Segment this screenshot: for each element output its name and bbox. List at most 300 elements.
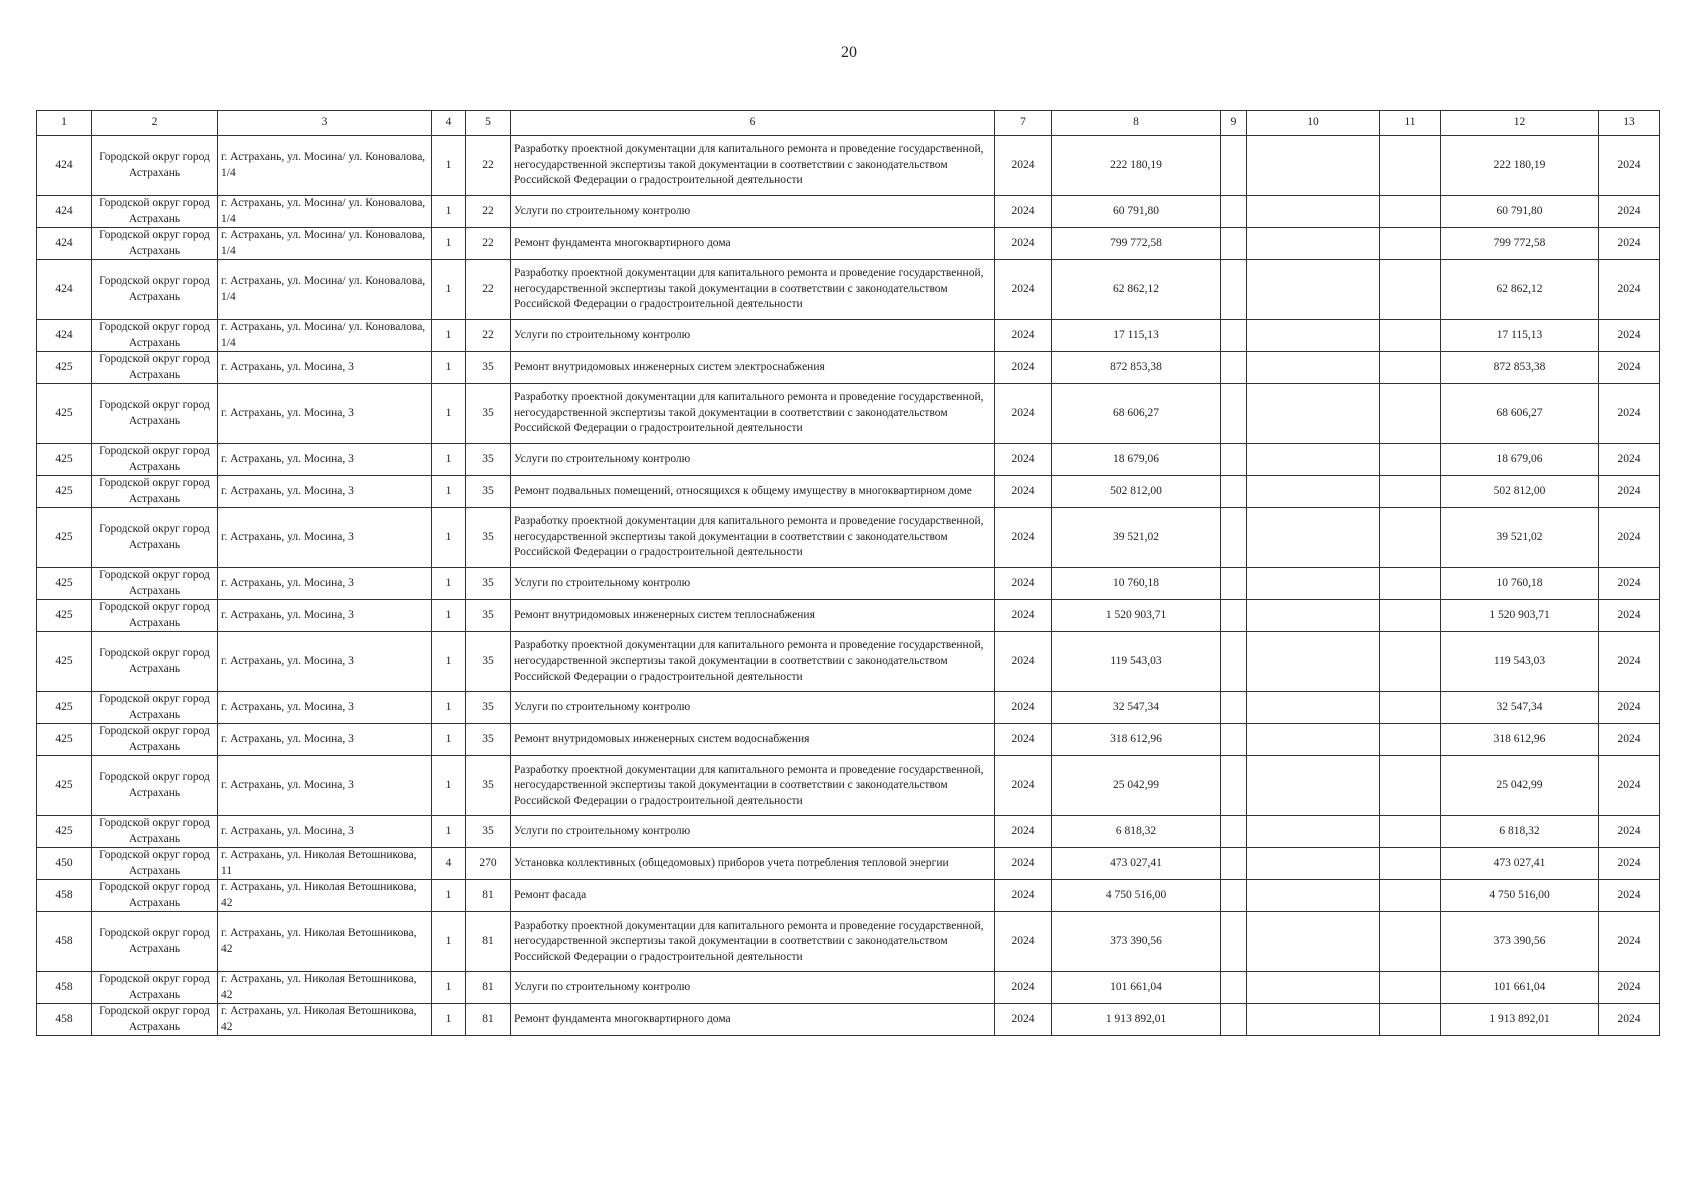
col-10-value xyxy=(1247,848,1380,880)
col-10-value xyxy=(1247,972,1380,1004)
col-8-amount: 119 543,03 xyxy=(1052,632,1221,692)
col-4-value: 1 xyxy=(432,568,466,600)
col-8-amount: 25 042,99 xyxy=(1052,756,1221,816)
col-12-amount: 119 543,03 xyxy=(1441,632,1599,692)
col-8-amount: 18 679,06 xyxy=(1052,444,1221,476)
col-5-value: 22 xyxy=(466,320,511,352)
col-13-year: 2024 xyxy=(1599,972,1660,1004)
table-row xyxy=(37,508,1660,568)
col-10-value xyxy=(1247,444,1380,476)
col-9-value xyxy=(1221,136,1247,196)
municipality: Городской округ город Астрахань xyxy=(92,816,218,848)
col-8-amount: 32 547,34 xyxy=(1052,692,1221,724)
col-5-value: 35 xyxy=(466,632,511,692)
work-type: Разработку проектной документации для капитального ремонта и проведение государственной, негосударственной экспертизы такой документации в соответствии с законодательством Российской Федерации о градостроительной деятельности xyxy=(511,508,995,568)
col-11-value xyxy=(1380,756,1441,816)
work-type: Услуги по строительному контролю xyxy=(511,320,995,352)
col-5-value: 35 xyxy=(466,352,511,384)
municipality: Городской округ город Астрахань xyxy=(92,568,218,600)
col-7-year: 2024 xyxy=(995,972,1052,1004)
col-9-value xyxy=(1221,568,1247,600)
column-header-7: 7 xyxy=(995,111,1052,136)
col-10-value xyxy=(1247,880,1380,912)
table-row xyxy=(37,1004,1660,1036)
col-12-amount: 799 772,58 xyxy=(1441,228,1599,260)
col-12-amount: 17 115,13 xyxy=(1441,320,1599,352)
row-number: 424 xyxy=(37,196,92,228)
table-row xyxy=(37,724,1660,756)
col-10-value xyxy=(1247,816,1380,848)
col-9-value xyxy=(1221,384,1247,444)
address: г. Астрахань, ул. Мосина, 3 xyxy=(218,692,432,724)
col-12-amount: 318 612,96 xyxy=(1441,724,1599,756)
col-7-year: 2024 xyxy=(995,196,1052,228)
col-10-value xyxy=(1247,228,1380,260)
col-7-year: 2024 xyxy=(995,880,1052,912)
work-type: Ремонт фундамента многоквартирного дома xyxy=(511,228,995,260)
col-12-amount: 60 791,80 xyxy=(1441,196,1599,228)
col-5-value: 22 xyxy=(466,260,511,320)
col-11-value xyxy=(1380,1004,1441,1036)
col-8-amount: 4 750 516,00 xyxy=(1052,880,1221,912)
col-12-amount: 222 180,19 xyxy=(1441,136,1599,196)
column-header-1: 1 xyxy=(37,111,92,136)
col-13-year: 2024 xyxy=(1599,384,1660,444)
row-number: 458 xyxy=(37,880,92,912)
address: г. Астрахань, ул. Николая Ветошникова, 42 xyxy=(218,1004,432,1036)
col-11-value xyxy=(1380,816,1441,848)
address: г. Астрахань, ул. Мосина, 3 xyxy=(218,352,432,384)
col-11-value xyxy=(1380,444,1441,476)
col-11-value xyxy=(1380,972,1441,1004)
col-4-value: 1 xyxy=(432,756,466,816)
col-10-value xyxy=(1247,912,1380,972)
column-header-3: 3 xyxy=(218,111,432,136)
col-8-amount: 101 661,04 xyxy=(1052,972,1221,1004)
col-11-value xyxy=(1380,912,1441,972)
col-11-value xyxy=(1380,600,1441,632)
municipality: Городской округ город Астрахань xyxy=(92,756,218,816)
col-12-amount: 25 042,99 xyxy=(1441,756,1599,816)
col-7-year: 2024 xyxy=(995,632,1052,692)
col-11-value xyxy=(1380,632,1441,692)
col-9-value xyxy=(1221,692,1247,724)
col-8-amount: 373 390,56 xyxy=(1052,912,1221,972)
municipality: Городской округ город Астрахань xyxy=(92,972,218,1004)
col-8-amount: 872 853,38 xyxy=(1052,352,1221,384)
municipality: Городской округ город Астрахань xyxy=(92,320,218,352)
col-8-amount: 222 180,19 xyxy=(1052,136,1221,196)
table-row xyxy=(37,848,1660,880)
col-9-value xyxy=(1221,756,1247,816)
municipality: Городской округ город Астрахань xyxy=(92,228,218,260)
address: г. Астрахань, ул. Николая Ветошникова, 11 xyxy=(218,848,432,880)
column-header-10: 10 xyxy=(1247,111,1380,136)
municipality: Городской округ город Астрахань xyxy=(92,196,218,228)
col-13-year: 2024 xyxy=(1599,508,1660,568)
col-13-year: 2024 xyxy=(1599,476,1660,508)
col-11-value xyxy=(1380,880,1441,912)
municipality: Городской округ город Астрахань xyxy=(92,632,218,692)
row-number: 458 xyxy=(37,912,92,972)
address: г. Астрахань, ул. Николая Ветошникова, 42 xyxy=(218,912,432,972)
col-11-value xyxy=(1380,848,1441,880)
col-10-value xyxy=(1247,352,1380,384)
col-5-value: 35 xyxy=(466,600,511,632)
table-row xyxy=(37,756,1660,816)
col-11-value xyxy=(1380,320,1441,352)
col-8-amount: 62 862,12 xyxy=(1052,260,1221,320)
work-type: Услуги по строительному контролю xyxy=(511,568,995,600)
address: г. Астрахань, ул. Мосина, 3 xyxy=(218,568,432,600)
work-type: Ремонт подвальных помещений, относящихся к общему имуществу в многоквартирном доме xyxy=(511,476,995,508)
col-12-amount: 32 547,34 xyxy=(1441,692,1599,724)
address: г. Астрахань, ул. Мосина/ ул. Коновалова, 1/4 xyxy=(218,196,432,228)
column-header-2: 2 xyxy=(92,111,218,136)
col-7-year: 2024 xyxy=(995,476,1052,508)
address: г. Астрахань, ул. Мосина, 3 xyxy=(218,756,432,816)
col-4-value: 1 xyxy=(432,816,466,848)
row-number: 425 xyxy=(37,568,92,600)
municipality: Городской округ город Астрахань xyxy=(92,508,218,568)
col-9-value xyxy=(1221,600,1247,632)
row-number: 424 xyxy=(37,136,92,196)
col-9-value xyxy=(1221,228,1247,260)
col-4-value: 1 xyxy=(432,320,466,352)
col-11-value xyxy=(1380,476,1441,508)
work-type: Установка коллективных (общедомовых) приборов учета потребления тепловой энергии xyxy=(511,848,995,880)
col-12-amount: 101 661,04 xyxy=(1441,972,1599,1004)
table-row xyxy=(37,600,1660,632)
col-7-year: 2024 xyxy=(995,692,1052,724)
col-10-value xyxy=(1247,136,1380,196)
col-9-value xyxy=(1221,724,1247,756)
table-row xyxy=(37,568,1660,600)
col-9-value xyxy=(1221,352,1247,384)
row-number: 425 xyxy=(37,816,92,848)
col-10-value xyxy=(1247,476,1380,508)
table-row xyxy=(37,816,1660,848)
col-12-amount: 1 520 903,71 xyxy=(1441,600,1599,632)
col-10-value xyxy=(1247,724,1380,756)
col-10-value xyxy=(1247,568,1380,600)
col-5-value: 35 xyxy=(466,816,511,848)
col-4-value: 1 xyxy=(432,724,466,756)
col-7-year: 2024 xyxy=(995,756,1052,816)
municipality: Городской округ город Астрахань xyxy=(92,600,218,632)
col-5-value: 35 xyxy=(466,724,511,756)
col-7-year: 2024 xyxy=(995,136,1052,196)
col-13-year: 2024 xyxy=(1599,1004,1660,1036)
row-number: 458 xyxy=(37,972,92,1004)
work-type: Ремонт внутридомовых инженерных систем электроснабжения xyxy=(511,352,995,384)
col-4-value: 1 xyxy=(432,228,466,260)
column-header-4: 4 xyxy=(432,111,466,136)
col-10-value xyxy=(1247,692,1380,724)
col-5-value: 81 xyxy=(466,880,511,912)
col-9-value xyxy=(1221,972,1247,1004)
col-7-year: 2024 xyxy=(995,912,1052,972)
work-type: Разработку проектной документации для капитального ремонта и проведение государственной, негосударственной экспертизы такой документации в соответствии с законодательством Российской Федерации о градостроительной деятельности xyxy=(511,632,995,692)
col-13-year: 2024 xyxy=(1599,816,1660,848)
col-11-value xyxy=(1380,508,1441,568)
col-11-value xyxy=(1380,384,1441,444)
col-4-value: 1 xyxy=(432,196,466,228)
col-4-value: 1 xyxy=(432,444,466,476)
col-7-year: 2024 xyxy=(995,724,1052,756)
work-type: Ремонт фундамента многоквартирного дома xyxy=(511,1004,995,1036)
address: г. Астрахань, ул. Мосина, 3 xyxy=(218,508,432,568)
col-10-value xyxy=(1247,196,1380,228)
municipality: Городской округ город Астрахань xyxy=(92,444,218,476)
address: г. Астрахань, ул. Мосина/ ул. Коновалова, 1/4 xyxy=(218,260,432,320)
col-11-value xyxy=(1380,136,1441,196)
municipality: Городской округ город Астрахань xyxy=(92,1004,218,1036)
row-number: 425 xyxy=(37,724,92,756)
col-11-value xyxy=(1380,568,1441,600)
col-9-value xyxy=(1221,260,1247,320)
row-number: 425 xyxy=(37,600,92,632)
municipality: Городской округ город Астрахань xyxy=(92,848,218,880)
table-body xyxy=(37,136,1660,1036)
municipality: Городской округ город Астрахань xyxy=(92,136,218,196)
table-row xyxy=(37,136,1660,196)
address: г. Астрахань, ул. Мосина/ ул. Коновалова, 1/4 xyxy=(218,228,432,260)
col-8-amount: 799 772,58 xyxy=(1052,228,1221,260)
col-9-value xyxy=(1221,320,1247,352)
col-9-value xyxy=(1221,444,1247,476)
address: г. Астрахань, ул. Мосина/ ул. Коновалова, 1/4 xyxy=(218,320,432,352)
col-4-value: 1 xyxy=(432,880,466,912)
col-7-year: 2024 xyxy=(995,568,1052,600)
col-12-amount: 18 679,06 xyxy=(1441,444,1599,476)
table-row xyxy=(37,444,1660,476)
col-7-year: 2024 xyxy=(995,352,1052,384)
work-type: Разработку проектной документации для капитального ремонта и проведение государственной, негосударственной экспертизы такой документации в соответствии с законодательством Российской Федерации о градостроительной деятельности xyxy=(511,136,995,196)
col-4-value: 1 xyxy=(432,136,466,196)
col-10-value xyxy=(1247,600,1380,632)
col-13-year: 2024 xyxy=(1599,880,1660,912)
col-9-value xyxy=(1221,476,1247,508)
col-10-value xyxy=(1247,384,1380,444)
col-4-value: 1 xyxy=(432,632,466,692)
col-11-value xyxy=(1380,352,1441,384)
table-row xyxy=(37,880,1660,912)
table-row xyxy=(37,196,1660,228)
col-12-amount: 502 812,00 xyxy=(1441,476,1599,508)
row-number: 450 xyxy=(37,848,92,880)
col-12-amount: 39 521,02 xyxy=(1441,508,1599,568)
row-number: 425 xyxy=(37,444,92,476)
col-13-year: 2024 xyxy=(1599,568,1660,600)
table-row xyxy=(37,320,1660,352)
column-header-11: 11 xyxy=(1380,111,1441,136)
row-number: 425 xyxy=(37,476,92,508)
col-5-value: 35 xyxy=(466,384,511,444)
col-8-amount: 1 913 892,01 xyxy=(1052,1004,1221,1036)
work-type: Разработку проектной документации для капитального ремонта и проведение государственной, негосударственной экспертизы такой документации в соответствии с законодательством Российской Федерации о градостроительной деятельности xyxy=(511,260,995,320)
municipality: Городской округ город Астрахань xyxy=(92,384,218,444)
col-10-value xyxy=(1247,1004,1380,1036)
work-type: Услуги по строительному контролю xyxy=(511,816,995,848)
column-header-6: 6 xyxy=(511,111,995,136)
work-type: Услуги по строительному контролю xyxy=(511,444,995,476)
col-13-year: 2024 xyxy=(1599,692,1660,724)
col-13-year: 2024 xyxy=(1599,912,1660,972)
col-5-value: 22 xyxy=(466,196,511,228)
col-5-value: 81 xyxy=(466,1004,511,1036)
municipality: Городской округ город Астрахань xyxy=(92,476,218,508)
row-number: 424 xyxy=(37,320,92,352)
address: г. Астрахань, ул. Мосина, 3 xyxy=(218,724,432,756)
col-13-year: 2024 xyxy=(1599,444,1660,476)
col-8-amount: 60 791,80 xyxy=(1052,196,1221,228)
col-12-amount: 68 606,27 xyxy=(1441,384,1599,444)
col-7-year: 2024 xyxy=(995,600,1052,632)
municipality: Городской округ город Астрахань xyxy=(92,912,218,972)
work-type: Ремонт внутридомовых инженерных систем теплоснабжения xyxy=(511,600,995,632)
address: г. Астрахань, ул. Николая Ветошникова, 42 xyxy=(218,880,432,912)
col-13-year: 2024 xyxy=(1599,352,1660,384)
row-number: 425 xyxy=(37,352,92,384)
work-type: Разработку проектной документации для капитального ремонта и проведение государственной, негосударственной экспертизы такой документации в соответствии с законодательством Российской Федерации о градостроительной деятельности xyxy=(511,756,995,816)
col-4-value: 1 xyxy=(432,476,466,508)
table-row xyxy=(37,692,1660,724)
municipality: Городской округ город Астрахань xyxy=(92,880,218,912)
table-row xyxy=(37,912,1660,972)
col-12-amount: 62 862,12 xyxy=(1441,260,1599,320)
col-5-value: 81 xyxy=(466,972,511,1004)
col-10-value xyxy=(1247,260,1380,320)
address: г. Астрахань, ул. Мосина, 3 xyxy=(218,444,432,476)
col-5-value: 270 xyxy=(466,848,511,880)
col-5-value: 35 xyxy=(466,476,511,508)
col-12-amount: 872 853,38 xyxy=(1441,352,1599,384)
column-header-13: 13 xyxy=(1599,111,1660,136)
row-number: 425 xyxy=(37,384,92,444)
col-10-value xyxy=(1247,320,1380,352)
col-4-value: 1 xyxy=(432,508,466,568)
col-12-amount: 10 760,18 xyxy=(1441,568,1599,600)
row-number: 424 xyxy=(37,260,92,320)
col-5-value: 35 xyxy=(466,692,511,724)
col-5-value: 22 xyxy=(466,228,511,260)
municipality: Городской округ город Астрахань xyxy=(92,724,218,756)
col-5-value: 22 xyxy=(466,136,511,196)
col-13-year: 2024 xyxy=(1599,848,1660,880)
col-8-amount: 502 812,00 xyxy=(1052,476,1221,508)
col-13-year: 2024 xyxy=(1599,136,1660,196)
table-row xyxy=(37,260,1660,320)
col-10-value xyxy=(1247,508,1380,568)
col-12-amount: 473 027,41 xyxy=(1441,848,1599,880)
address: г. Астрахань, ул. Мосина, 3 xyxy=(218,816,432,848)
column-header-8: 8 xyxy=(1052,111,1221,136)
address: г. Астрахань, ул. Мосина, 3 xyxy=(218,476,432,508)
work-type: Услуги по строительному контролю xyxy=(511,972,995,1004)
col-7-year: 2024 xyxy=(995,848,1052,880)
col-5-value: 35 xyxy=(466,508,511,568)
col-9-value xyxy=(1221,196,1247,228)
col-4-value: 1 xyxy=(432,600,466,632)
municipality: Городской округ город Астрахань xyxy=(92,352,218,384)
col-5-value: 81 xyxy=(466,912,511,972)
col-7-year: 2024 xyxy=(995,320,1052,352)
address: г. Астрахань, ул. Мосина/ ул. Коновалова, 1/4 xyxy=(218,136,432,196)
address: г. Астрахань, ул. Мосина, 3 xyxy=(218,632,432,692)
column-header-12: 12 xyxy=(1441,111,1599,136)
col-7-year: 2024 xyxy=(995,384,1052,444)
col-13-year: 2024 xyxy=(1599,320,1660,352)
municipality: Городской округ город Астрахань xyxy=(92,260,218,320)
col-5-value: 35 xyxy=(466,568,511,600)
col-5-value: 35 xyxy=(466,444,511,476)
col-10-value xyxy=(1247,632,1380,692)
col-12-amount: 373 390,56 xyxy=(1441,912,1599,972)
page-number: 20 xyxy=(841,44,857,61)
col-11-value xyxy=(1380,228,1441,260)
col-13-year: 2024 xyxy=(1599,724,1660,756)
col-9-value xyxy=(1221,848,1247,880)
col-13-year: 2024 xyxy=(1599,756,1660,816)
col-8-amount: 17 115,13 xyxy=(1052,320,1221,352)
column-header-5: 5 xyxy=(466,111,511,136)
col-8-amount: 318 612,96 xyxy=(1052,724,1221,756)
col-11-value xyxy=(1380,196,1441,228)
col-8-amount: 1 520 903,71 xyxy=(1052,600,1221,632)
col-13-year: 2024 xyxy=(1599,196,1660,228)
col-9-value xyxy=(1221,508,1247,568)
table-row xyxy=(37,476,1660,508)
col-8-amount: 473 027,41 xyxy=(1052,848,1221,880)
row-number: 425 xyxy=(37,692,92,724)
col-7-year: 2024 xyxy=(995,1004,1052,1036)
col-7-year: 2024 xyxy=(995,816,1052,848)
col-13-year: 2024 xyxy=(1599,228,1660,260)
col-4-value: 1 xyxy=(432,912,466,972)
col-4-value: 1 xyxy=(432,352,466,384)
row-number: 425 xyxy=(37,756,92,816)
work-type: Ремонт фасада xyxy=(511,880,995,912)
col-11-value xyxy=(1380,260,1441,320)
col-12-amount: 4 750 516,00 xyxy=(1441,880,1599,912)
col-12-amount: 6 818,32 xyxy=(1441,816,1599,848)
col-8-amount: 10 760,18 xyxy=(1052,568,1221,600)
row-number: 458 xyxy=(37,1004,92,1036)
col-8-amount: 39 521,02 xyxy=(1052,508,1221,568)
work-type: Услуги по строительному контролю xyxy=(511,692,995,724)
address: г. Астрахань, ул. Мосина, 3 xyxy=(218,384,432,444)
col-9-value xyxy=(1221,880,1247,912)
col-4-value: 4 xyxy=(432,848,466,880)
col-4-value: 1 xyxy=(432,260,466,320)
col-9-value xyxy=(1221,912,1247,972)
table-row xyxy=(37,972,1660,1004)
col-11-value xyxy=(1380,724,1441,756)
municipality: Городской округ город Астрахань xyxy=(92,692,218,724)
address: г. Астрахань, ул. Мосина, 3 xyxy=(218,600,432,632)
column-header-9: 9 xyxy=(1221,111,1247,136)
work-type: Услуги по строительному контролю xyxy=(511,196,995,228)
table-row xyxy=(37,632,1660,692)
col-9-value xyxy=(1221,1004,1247,1036)
col-7-year: 2024 xyxy=(995,508,1052,568)
row-number: 425 xyxy=(37,508,92,568)
capital-repair-table xyxy=(36,110,1660,1036)
col-13-year: 2024 xyxy=(1599,260,1660,320)
table-header-row xyxy=(37,111,1660,136)
col-13-year: 2024 xyxy=(1599,600,1660,632)
